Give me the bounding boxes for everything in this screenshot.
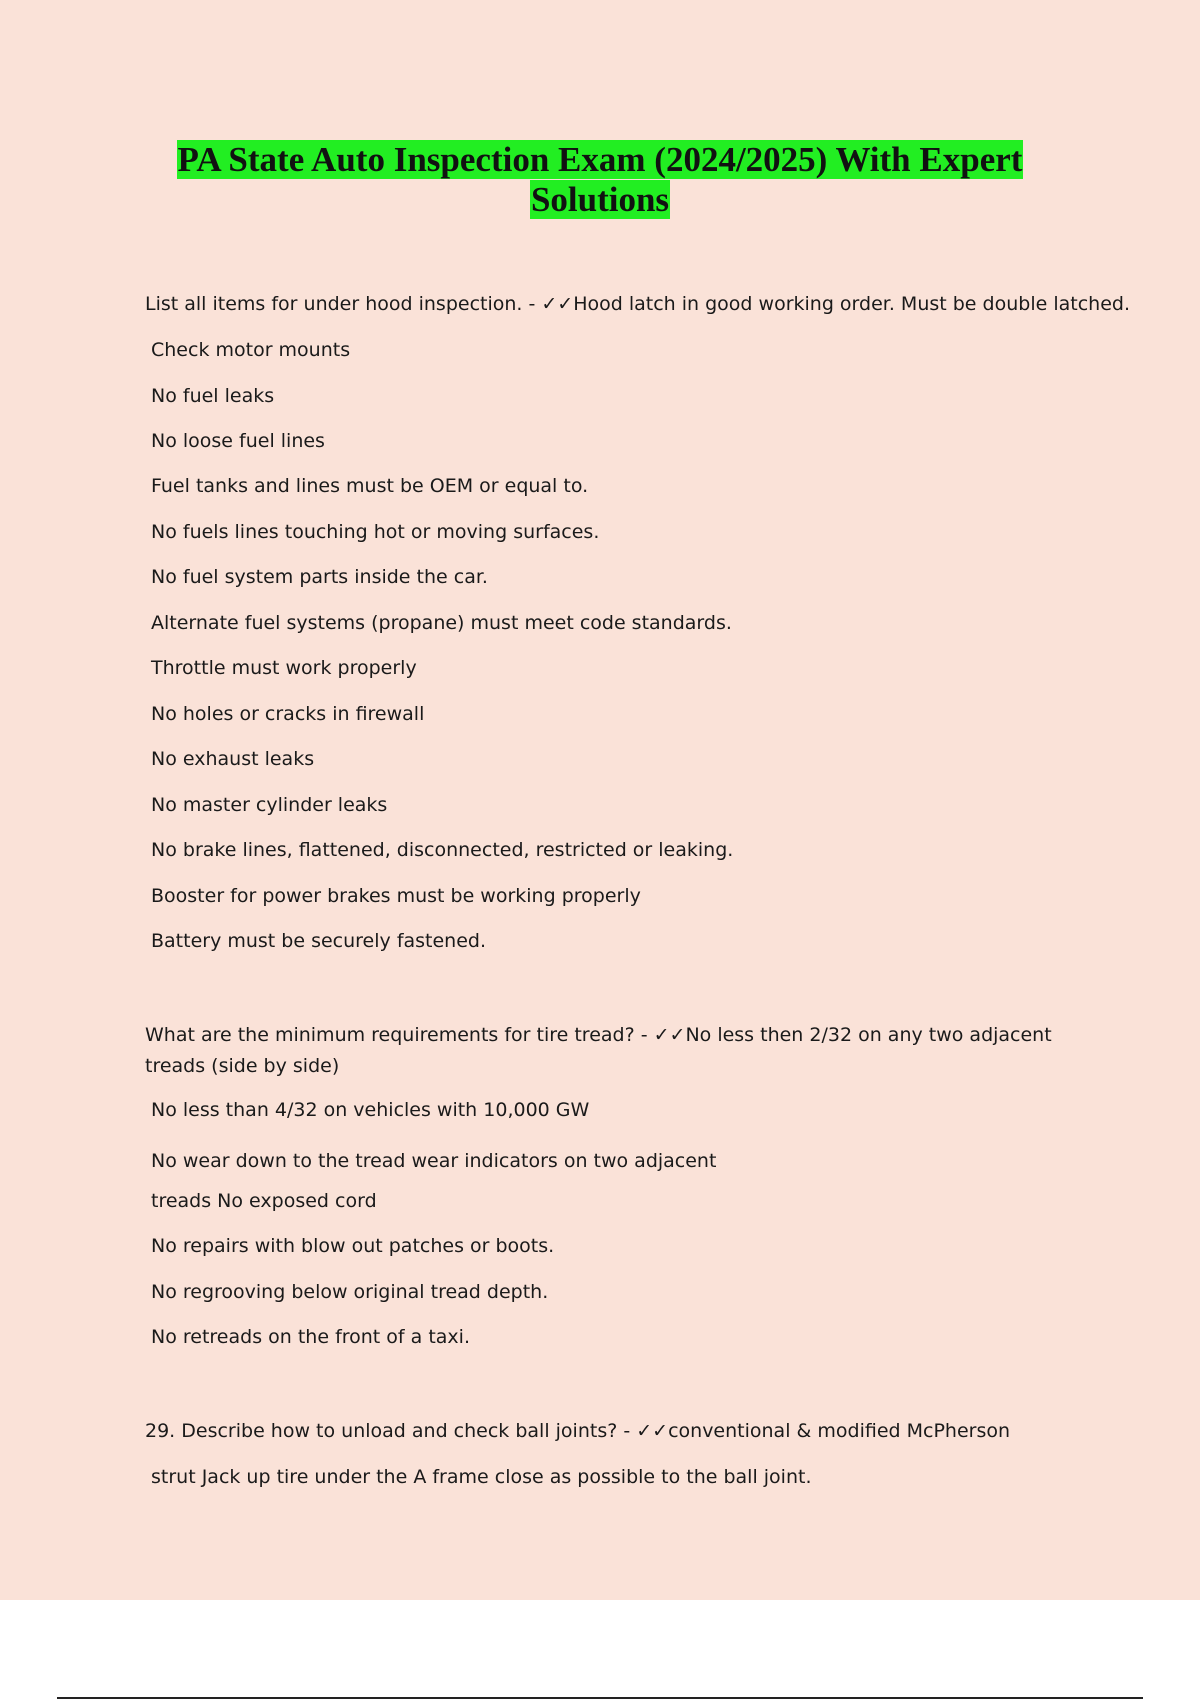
answer-item: No holes or cracks in firewall — [151, 703, 425, 725]
answer-item: Battery must be securely fastened. — [151, 930, 487, 952]
answer-item: No loose fuel lines — [151, 430, 325, 452]
answer-item: Check motor mounts — [151, 339, 351, 361]
answer-item: No fuels lines touching hot or moving surfaces. — [151, 521, 600, 543]
answer-item: No retreads on the front of a taxi. — [151, 1326, 470, 1348]
answer-item: No master cylinder leaks — [151, 794, 388, 816]
answer-item: No fuel leaks — [151, 385, 275, 407]
answer-item: No exhaust leaks — [151, 748, 315, 770]
answer-item: No repairs with blow out patches or boots. — [151, 1235, 555, 1257]
answer-item: No less than 4/32 on vehicles with 10,000 GW — [151, 1099, 590, 1121]
question-tire-tread-cont: treads (side by side) — [145, 1055, 340, 1077]
answer-item: Throttle must work properly — [151, 657, 417, 679]
answer-item: treads No exposed cord — [151, 1190, 377, 1212]
answer-item: No brake lines, flattened, disconnected, restricted or leaking. — [151, 839, 734, 861]
document-title — [0, 140, 1200, 220]
answer-item: strut Jack up tire under the A frame close as possible to the ball joint. — [151, 1466, 812, 1488]
question-under-hood: List all items for under hood inspection. - ✓✓Hood latch in good working order. Must be double latched. — [145, 293, 1130, 315]
question-ball-joints: 29. Describe how to unload and check ball joints? - ✓✓conventional & modified McPherson — [145, 1420, 1011, 1442]
answer-item: No regrooving below original tread depth. — [151, 1281, 549, 1303]
answer-item: No wear down to the tread wear indicators on two adjacent — [151, 1150, 717, 1172]
footer-divider — [57, 1697, 1143, 1699]
title-line-1: PA State Auto Inspection Exam (2024/2025) With Expert — [177, 140, 1023, 179]
answer-item: Alternate fuel systems (propane) must meet code standards. — [151, 612, 732, 634]
title-line-2: Solutions — [530, 180, 670, 219]
answer-item: Fuel tanks and lines must be OEM or equal to. — [151, 475, 589, 497]
answer-item: Booster for power brakes must be working properly — [151, 885, 641, 907]
question-tire-tread: What are the minimum requirements for tire tread? - ✓✓No less then 2/32 on any two adjacent — [145, 1024, 1052, 1046]
answer-item: No fuel system parts inside the car. — [151, 566, 488, 588]
